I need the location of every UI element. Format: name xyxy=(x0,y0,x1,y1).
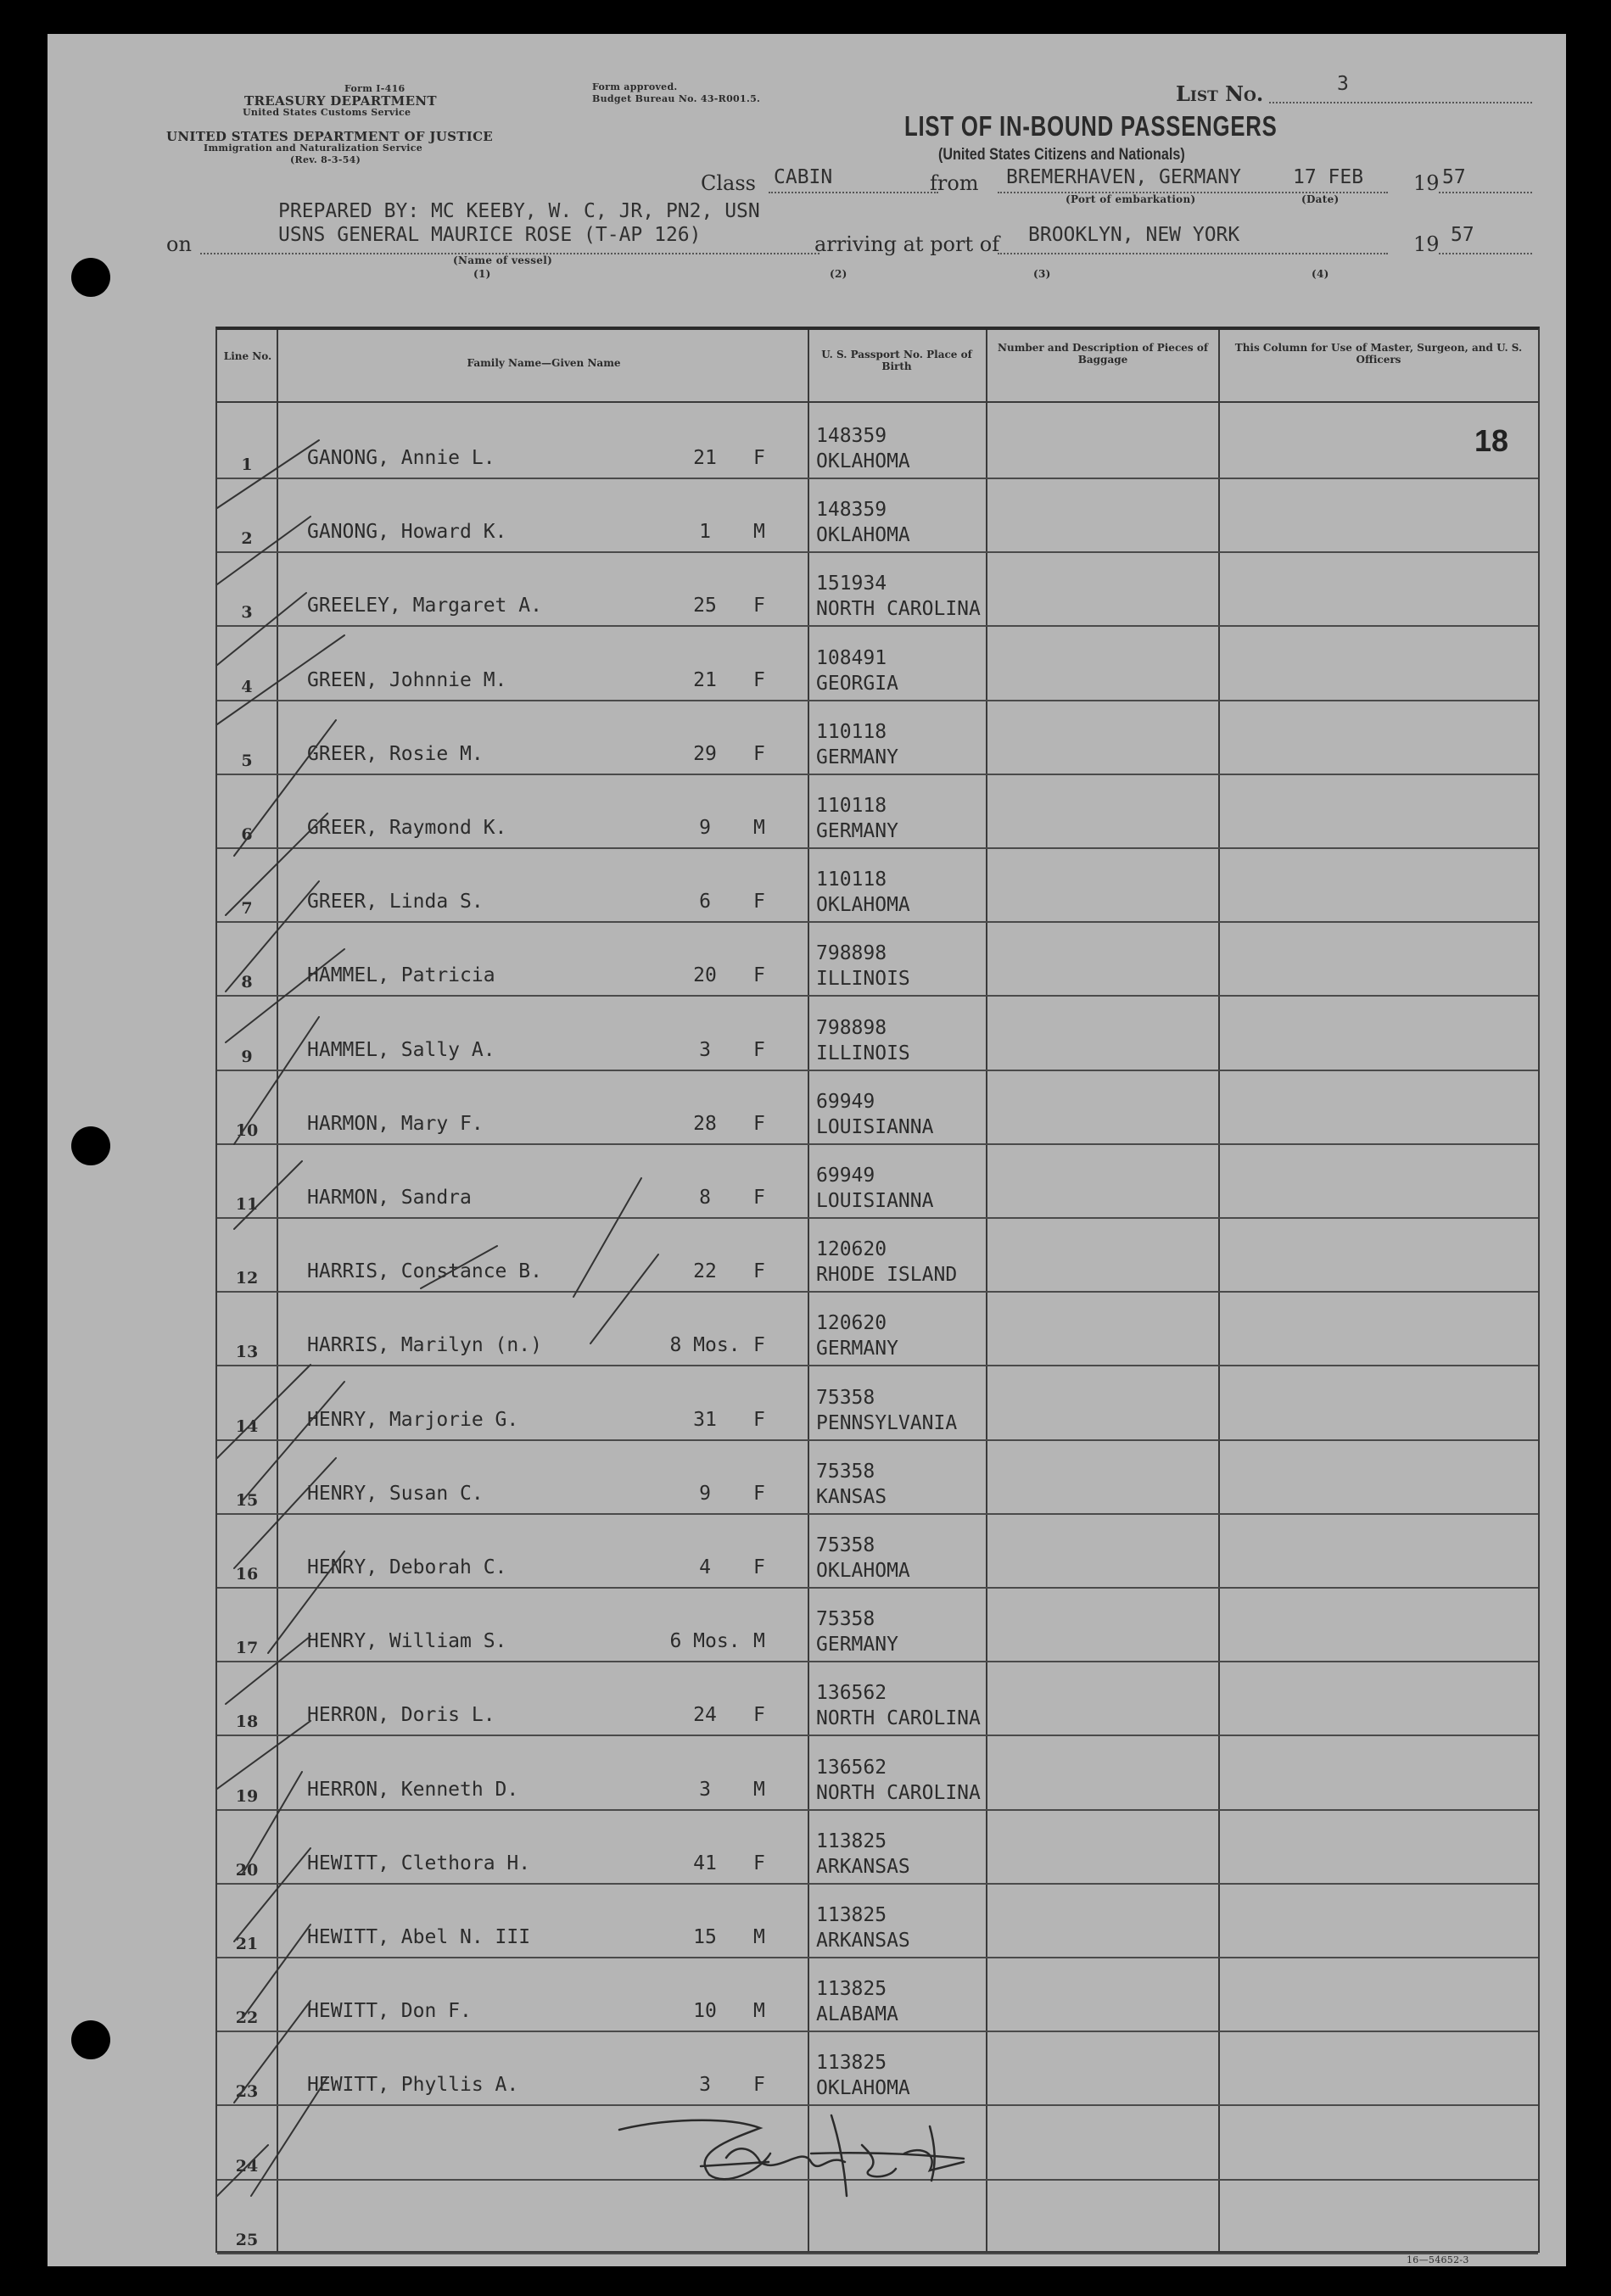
passenger-age: 3 xyxy=(699,1778,711,1801)
place-of-birth: GEORGIA xyxy=(816,672,898,695)
line-number: 17 xyxy=(235,1639,259,1658)
passenger-name: GREELEY, Margaret A. xyxy=(307,595,542,617)
check-marks xyxy=(217,330,1538,2251)
passenger-name: HAMMEL, Sally A. xyxy=(307,1038,495,1061)
passport-number: 113825 xyxy=(816,2052,887,2075)
passport-number: 69949 xyxy=(816,1165,875,1187)
line-number: 8 xyxy=(241,973,253,992)
passenger-name: GREER, Raymond K. xyxy=(307,817,507,839)
place-of-birth: KANSAS xyxy=(816,1485,887,1508)
date-caption: (Date) xyxy=(1301,193,1340,205)
passport-number: 798898 xyxy=(816,1016,887,1039)
arriving-label: arriving at port of xyxy=(814,232,1000,256)
manifest-subtitle: (United States Citizens and Nationals) xyxy=(938,146,1185,164)
line-number: 24 xyxy=(235,2156,259,2176)
place-of-birth: ILLINOIS xyxy=(816,968,910,991)
passenger-age: 29 xyxy=(693,742,717,765)
passport-number: 120620 xyxy=(816,1312,887,1335)
passenger-age: 9 xyxy=(699,817,711,839)
check-mark-6 xyxy=(226,813,327,915)
line-number: 12 xyxy=(235,1269,259,1288)
check-mark-1 xyxy=(217,440,319,508)
check-mark-20 xyxy=(243,1772,302,1874)
passenger-sex: F xyxy=(753,1334,765,1357)
check-mark-22 xyxy=(243,1925,310,2018)
col-marker-4: (4) xyxy=(1312,268,1329,280)
passenger-name: HERRON, Doris L. xyxy=(307,1704,495,1727)
passenger-age: 8 xyxy=(699,1187,711,1209)
passport-number: 120620 xyxy=(816,1238,887,1261)
place-of-birth: OKLAHOMA xyxy=(816,894,910,917)
passenger-age: 8 Mos. xyxy=(669,1334,741,1357)
line-number: 14 xyxy=(235,1416,259,1436)
passport-number: 798898 xyxy=(816,942,887,965)
year-prefix-2: 19 xyxy=(1413,232,1440,256)
embarkation-port: BREMERHAVEN, GERMANY xyxy=(1006,166,1241,188)
place-of-birth: OKLAHOMA xyxy=(816,450,910,472)
passport-number: 148359 xyxy=(816,499,887,522)
check-mark-23 xyxy=(234,2001,310,2103)
passenger-name: HAMMEL, Patricia xyxy=(307,964,495,987)
year-value-2: 57 xyxy=(1451,224,1474,246)
check-mark-7 xyxy=(226,881,319,992)
header-passport: U. S. Passport No. Place of Birth xyxy=(821,349,972,372)
passenger-age: 15 xyxy=(693,1926,717,1948)
port-underline xyxy=(998,253,1388,254)
check-mark-2 xyxy=(217,517,310,584)
passport-number: 108491 xyxy=(816,646,887,669)
place-of-birth: GERMANY xyxy=(816,1634,898,1656)
check-mark-12 xyxy=(573,1178,641,1297)
class-underline xyxy=(769,192,938,193)
passenger-name: HENRY, Deborah C. xyxy=(307,1556,507,1578)
line-number: 21 xyxy=(235,1935,259,1953)
col-marker-2: (2) xyxy=(830,268,847,280)
passenger-age: 31 xyxy=(693,1408,717,1431)
place-of-birth: NORTH CAROLINA xyxy=(816,1781,981,1804)
check-mark-25 xyxy=(217,2145,268,2196)
passenger-age: 6 Mos. xyxy=(669,1630,741,1653)
passenger-age: 3 xyxy=(699,2074,711,2097)
from-label: from xyxy=(930,171,979,195)
passenger-sex: F xyxy=(753,1408,765,1431)
header-family-name: Family Name—Given Name xyxy=(467,357,621,369)
passport-number: 113825 xyxy=(816,1978,887,2001)
place-of-birth: LOUISIANNA xyxy=(816,1115,934,1138)
line-number: 20 xyxy=(235,1860,259,1880)
passenger-name: GANONG, Howard K. xyxy=(307,521,507,544)
manifest-title: LIST OF IN-BOUND PASSENGERS xyxy=(904,110,1278,142)
form-approved: Form approved. xyxy=(592,81,678,92)
officer-note: 18 xyxy=(1474,423,1509,458)
passenger-sex: F xyxy=(753,1704,765,1727)
check-mark-10 xyxy=(234,1161,302,1229)
passport-number: 110118 xyxy=(816,795,887,817)
place-of-birth: ILLINOIS xyxy=(816,1042,910,1064)
treasury-dept: TREASURY DEPARTMENT xyxy=(244,93,437,109)
passenger-age: 4 xyxy=(699,1556,711,1578)
check-mark-8 xyxy=(226,949,344,1042)
passenger-table xyxy=(215,327,1540,2253)
embarkation-date: 17 FEB xyxy=(1293,166,1364,188)
form-number: Form I-416 xyxy=(344,83,406,94)
passenger-sex: F xyxy=(753,1187,765,1209)
line-number: 7 xyxy=(241,899,253,919)
line-number: 18 xyxy=(235,1712,259,1732)
passenger-name: HARMON, Mary F. xyxy=(307,1112,484,1135)
passenger-name: HEWITT, Abel N. III xyxy=(307,1926,531,1948)
passenger-age: 22 xyxy=(693,1260,717,1283)
header-line-no: Line No. xyxy=(223,350,272,362)
col-marker-1: (1) xyxy=(473,268,491,280)
passenger-sex: F xyxy=(753,1038,765,1061)
place-of-birth: OKLAHOMA xyxy=(816,1560,910,1582)
justice-dept: UNITED STATES DEPARTMENT OF JUSTICE xyxy=(166,129,494,144)
check-mark-3 xyxy=(217,593,306,665)
passenger-age: 25 xyxy=(693,595,717,617)
passenger-age: 6 xyxy=(699,891,711,913)
passenger-name: GREER, Linda S. xyxy=(307,891,484,913)
passenger-name: HARMON, Sandra xyxy=(307,1187,472,1209)
passport-number: 136562 xyxy=(816,1756,887,1779)
passenger-sex: M xyxy=(753,2000,765,2023)
check-mark-14 xyxy=(217,1365,310,1458)
passport-number: 110118 xyxy=(816,869,887,891)
place-of-birth: ARKANSAS xyxy=(816,1930,910,1952)
line-number: 11 xyxy=(235,1195,259,1214)
passenger-sex: F xyxy=(753,891,765,913)
place-of-birth: LOUISIANNA xyxy=(816,1190,934,1212)
passenger-name: GREER, Rosie M. xyxy=(307,742,484,765)
header-officers: This Column for Use of Master, Surgeon, and U. S. Officers xyxy=(1234,342,1523,366)
passenger-age: 3 xyxy=(699,1038,711,1061)
passenger-name: HENRY, Susan C. xyxy=(307,1482,484,1505)
passenger-sex: F xyxy=(753,2074,765,2097)
passport-number: 69949 xyxy=(816,1090,875,1113)
passenger-sex: F xyxy=(753,1482,765,1505)
check-mark-17 xyxy=(268,1551,344,1653)
passenger-name: GREEN, Johnnie M. xyxy=(307,668,507,691)
check-mark-11 xyxy=(421,1246,497,1288)
passenger-name: HARRIS, Marilyn (n.) xyxy=(307,1334,542,1357)
passenger-age: 21 xyxy=(693,668,717,691)
place-of-birth: NORTH CAROLINA xyxy=(816,598,981,621)
place-of-birth: ALABAMA xyxy=(816,2003,898,2026)
passport-number: 75358 xyxy=(816,1386,875,1409)
line-number: 13 xyxy=(235,1343,259,1362)
check-mark-13 xyxy=(590,1254,658,1344)
passport-number: 136562 xyxy=(816,1682,887,1705)
passenger-name: HENRY, Marjorie G. xyxy=(307,1408,519,1431)
line-number: 4 xyxy=(241,677,253,696)
line-number: 16 xyxy=(235,1565,259,1584)
passenger-sex: M xyxy=(753,1926,765,1948)
passenger-sex: F xyxy=(753,1556,765,1578)
line-number: 6 xyxy=(241,825,253,844)
passenger-age: 21 xyxy=(693,447,717,469)
punch-hole-bottom xyxy=(71,2020,110,2059)
line-number: 15 xyxy=(235,1490,259,1510)
place-of-birth: OKLAHOMA xyxy=(816,524,910,547)
passenger-sex: F xyxy=(753,742,765,765)
line-number: 25 xyxy=(235,2230,259,2249)
passenger-name: HERRON, Kenneth D. xyxy=(307,1778,519,1801)
passenger-name: HEWITT, Clethora H. xyxy=(307,1852,531,1874)
place-of-birth: GERMANY xyxy=(816,746,898,768)
passport-number: 113825 xyxy=(816,1830,887,1852)
place-of-birth: GERMANY xyxy=(816,820,898,842)
prepared-by: PREPARED BY: MC KEEBY, W. C, JR, PN2, USN xyxy=(278,200,760,222)
check-mark-9 xyxy=(234,1017,319,1144)
manifest-page xyxy=(48,34,1566,2266)
form-revision: (Rev. 8-3-54) xyxy=(290,154,361,165)
passport-number: 151934 xyxy=(816,573,887,595)
embarkation-caption: (Port of embarkation) xyxy=(1066,193,1196,205)
check-mark-16 xyxy=(234,1458,336,1568)
ins-service: Immigration and Naturalization Service xyxy=(204,142,423,154)
passenger-sex: F xyxy=(753,964,765,987)
list-no-underline xyxy=(1269,102,1532,103)
place-of-birth: RHODE ISLAND xyxy=(816,1264,958,1287)
place-of-birth: NORTH CAROLINA xyxy=(816,1707,981,1730)
passenger-name: HEWITT, Don F. xyxy=(307,2000,472,2023)
year-value-1: 57 xyxy=(1442,166,1466,188)
check-mark-15 xyxy=(243,1382,344,1500)
line-number: 5 xyxy=(241,751,253,770)
passport-number: 75358 xyxy=(816,1608,875,1631)
list-no-value: 3 xyxy=(1337,73,1349,95)
passenger-age: 9 xyxy=(699,1482,711,1505)
place-of-birth: ARKANSAS xyxy=(816,1855,910,1878)
check-mark-18 xyxy=(226,1636,310,1704)
passenger-age: 20 xyxy=(693,964,717,987)
passenger-sex: M xyxy=(753,1778,765,1801)
passenger-name: GANONG, Annie L. xyxy=(307,447,495,469)
line-number: 2 xyxy=(241,529,253,549)
year-underline-2 xyxy=(1439,253,1532,254)
passport-number: 75358 xyxy=(816,1460,875,1483)
class-value: CABIN xyxy=(774,166,833,188)
year-underline-1 xyxy=(1439,192,1532,193)
customs-service: United States Customs Service xyxy=(243,107,411,118)
passenger-age: 24 xyxy=(693,1704,717,1727)
signature xyxy=(619,2115,964,2196)
passenger-sex: M xyxy=(753,521,765,544)
passenger-name: HENRY, William S. xyxy=(307,1630,507,1653)
passport-number: 148359 xyxy=(816,425,887,447)
passenger-sex: F xyxy=(753,447,765,469)
col-marker-3: (3) xyxy=(1033,268,1051,280)
place-of-birth: OKLAHOMA xyxy=(816,2077,910,2100)
list-no-label: List No. xyxy=(1176,81,1264,106)
check-mark-21 xyxy=(234,1848,310,1941)
vessel-name: USNS GENERAL MAURICE ROSE (T-AP 126) xyxy=(278,224,702,246)
line-number: 22 xyxy=(235,2008,259,2028)
on-label: on xyxy=(166,232,192,256)
line-number: 10 xyxy=(235,1120,259,1140)
punch-hole-middle xyxy=(71,1126,110,1165)
passenger-sex: F xyxy=(753,1852,765,1874)
punch-hole-top xyxy=(71,258,110,297)
line-number: 23 xyxy=(235,2082,259,2102)
line-number: 9 xyxy=(241,1047,253,1066)
passenger-sex: F xyxy=(753,1112,765,1135)
place-of-birth: PENNSYLVANIA xyxy=(816,1411,958,1434)
check-mark-5 xyxy=(234,720,336,856)
vessel-caption: (Name of vessel) xyxy=(453,254,553,266)
passenger-name: HARRIS, Constance B. xyxy=(307,1260,542,1283)
passenger-name: HEWITT, Phyllis A. xyxy=(307,2074,519,2097)
passenger-sex: F xyxy=(753,595,765,617)
header-baggage: Number and Description of Pieces of Baggage xyxy=(998,342,1208,366)
arrival-port: BROOKLYN, NEW YORK xyxy=(1028,224,1240,246)
line-number: 1 xyxy=(241,455,253,474)
check-mark-24 xyxy=(251,2077,327,2196)
check-mark-19 xyxy=(217,1721,310,1789)
passport-number: 75358 xyxy=(816,1534,875,1556)
passenger-age: 1 xyxy=(699,521,711,544)
year-prefix-1: 19 xyxy=(1413,171,1440,195)
place-of-birth: GERMANY xyxy=(816,1338,898,1360)
class-label: Class xyxy=(701,171,756,195)
passenger-age: 28 xyxy=(693,1112,717,1135)
passenger-sex: F xyxy=(753,1260,765,1283)
budget-bureau: Budget Bureau No. 43-R001.5. xyxy=(592,93,761,104)
line-number: 3 xyxy=(241,603,253,623)
passenger-sex: M xyxy=(753,817,765,839)
passport-number: 113825 xyxy=(816,1904,887,1926)
passenger-age: 41 xyxy=(693,1852,717,1874)
passenger-sex: F xyxy=(753,668,765,691)
passenger-age: 10 xyxy=(693,2000,717,2023)
footer-code: 16—54652-3 xyxy=(1407,2254,1469,2265)
line-number: 19 xyxy=(235,1786,259,1806)
passport-number: 110118 xyxy=(816,720,887,743)
passenger-sex: M xyxy=(753,1630,765,1653)
